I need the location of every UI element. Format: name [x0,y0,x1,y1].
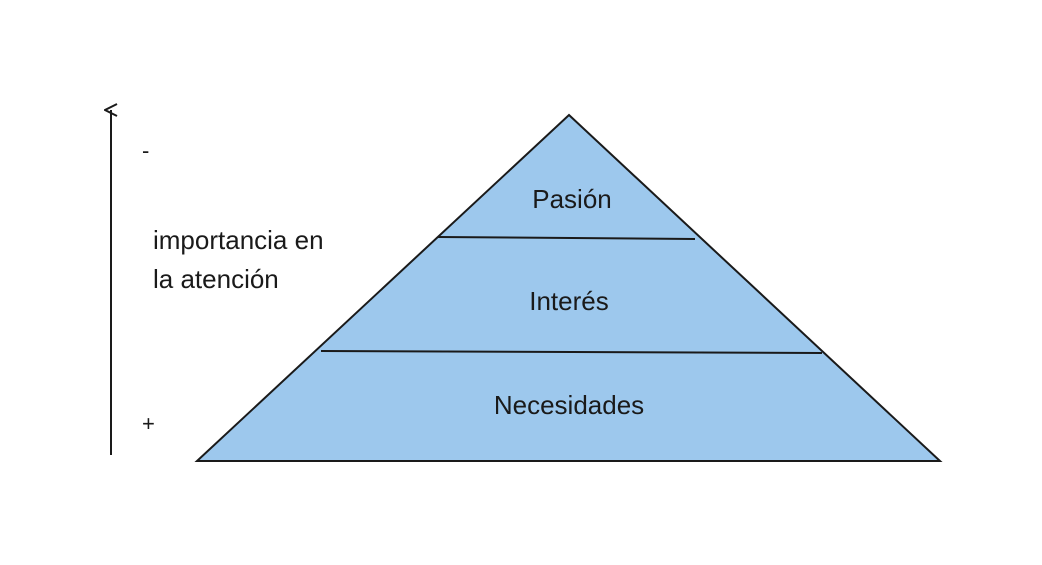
axis-top-sign: - [142,138,150,163]
axis-label-line-2: la atención [153,264,279,294]
level-label-necesidades: Necesidades [493,390,645,420]
level-label-pasion: Pasión [532,184,612,214]
axis-bottom-sign: + [142,411,155,436]
level-label-interes: Interés [529,286,609,316]
axis-label-line-1: importancia en [153,225,324,255]
